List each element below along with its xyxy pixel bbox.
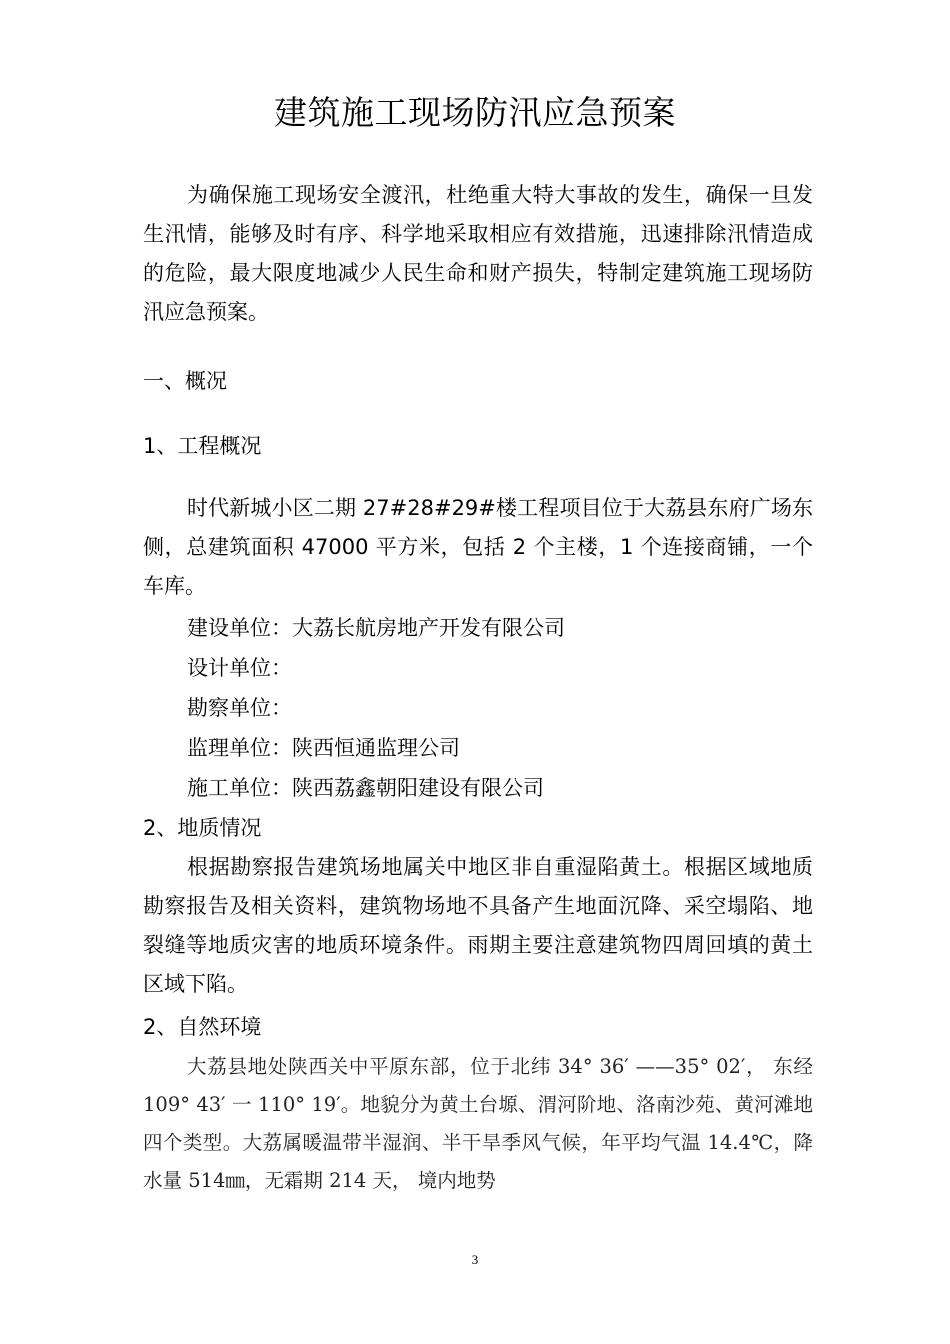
unit-design: 设计单位： [187,656,292,680]
subsection-heading-project: 1、工程概况 [143,434,262,458]
unit-construction-owner: 建设单位：大荔长航房地产开发有限公司 [187,616,565,640]
document-title: 建筑施工现场防汛应急预案 [274,93,676,132]
unit-survey: 勘察单位： [187,696,292,720]
unit-contractor: 施工单位：陕西荔鑫朝阳建设有限公司 [187,776,544,800]
subsection-heading-geology: 2、地质情况 [143,816,262,840]
subsection-heading-environment: 2、自然环境 [143,1015,262,1039]
geology-paragraph: 根据勘察报告建筑场地属关中地区非自重湿陷黄土。根据区域地质勘察报告及相关资料，建筑物场地不具备产生地面沉降、采空塌陷、地裂缝等地质灾害的地质环境条件。雨期主要注意建筑物四周回填的黄土区域下陷。 [143,855,813,996]
project-description: 时代新城小区二期 27#28#29#楼工程项目位于大荔县东府广场东侧，总建筑面积 47000 平方米，包括 2 个主楼，1 个连接商铺，一个车库。 [143,496,813,598]
page-number: 3 [471,1252,479,1267]
unit-supervision: 监理单位：陕西恒通监理公司 [187,736,460,760]
environment-paragraph: 大荔县地处陕西关中平原东部，位于北纬 34° 36′ ——35° 02′， 东经 109° 43′ 一 110° 19′。地貌分为黄土台塬、渭河阶地、洛南沙苑、黄河滩地四个类型。大荔属暖温带半湿润、半干旱季风气候，年平均气温 14.4℃，降水量 514㎜，无霜期 214 天， 境内地势 [143,1055,813,1192]
section-heading-overview: 一、概况 [143,369,227,393]
intro-paragraph: 为确保施工现场安全渡汛，杜绝重大特大事故的发生，确保一旦发生汛情，能够及时有序、科学地采取相应有效措施，迅速排除汛情造成的危险，最大限度地减少人民生命和财产损失，特制定建筑施工现场防汛应急预案。 [143,183,813,324]
